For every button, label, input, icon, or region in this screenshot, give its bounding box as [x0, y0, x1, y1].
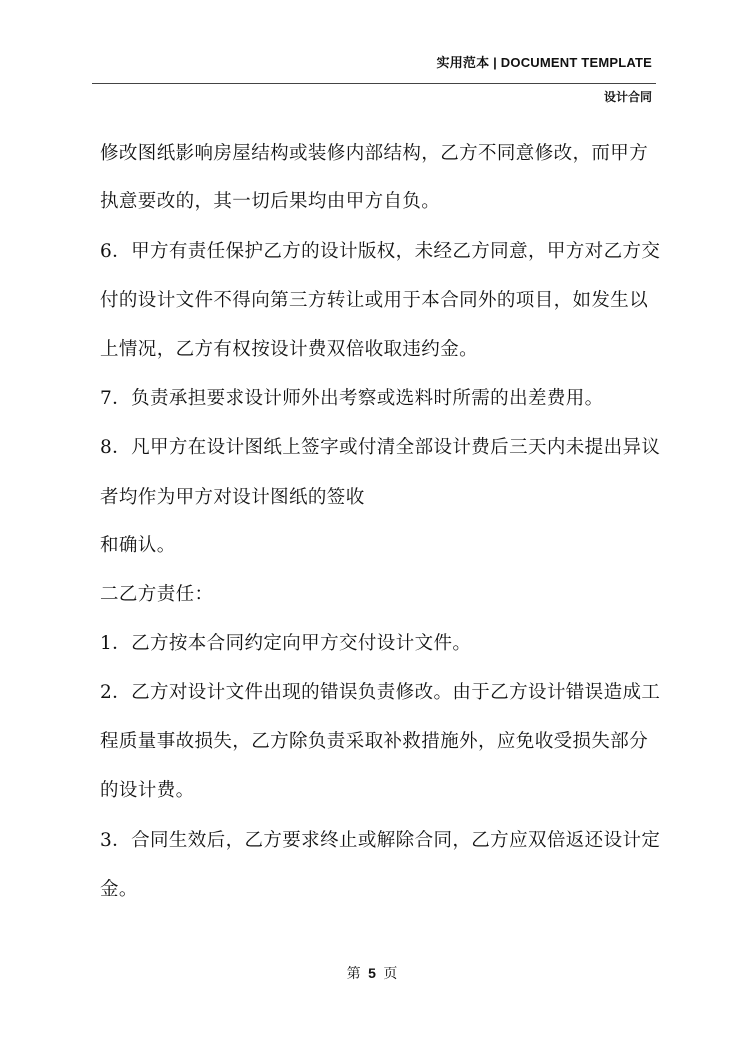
- header-divider: [92, 83, 656, 84]
- body-line: 7．负责承担要求设计师外出考察或选料时所需的出差费用。: [100, 388, 604, 409]
- body-line: 3．合同生效后，乙方要求终止或解除合同，乙方应双倍返还设计定: [100, 830, 661, 851]
- body-line: 二乙方责任：: [100, 584, 214, 605]
- body-line: 程质量事故损失，乙方除负责采取补救措施外，应免收受损失部分: [100, 731, 649, 752]
- body-line: 者均作为甲方对设计图纸的签收: [100, 487, 365, 508]
- body-line: 上情况，乙方有权按设计费双倍收取违约金。: [100, 339, 479, 360]
- body-line: 金。: [100, 879, 138, 900]
- body-line: 付的设计文件不得向第三方转让或用于本合同外的项目，如发生以: [100, 290, 649, 311]
- body-line: 执意要改的，其一切后果均由甲方自负。: [100, 191, 441, 212]
- body-line: 1．乙方按本合同约定向甲方交付设计文件。: [100, 633, 472, 654]
- header-subtitle: 设计合同: [603, 90, 652, 104]
- body-line: 8．凡甲方在设计图纸上签字或付清全部设计费后三天内未提出异议: [100, 437, 661, 458]
- body-line: 的设计费。: [100, 780, 195, 801]
- page-number-value: 5: [368, 965, 376, 981]
- body-line: 6．甲方有责任保护乙方的设计版权，未经乙方同意，甲方对乙方交: [100, 241, 661, 262]
- page-number: [0, 963, 744, 983]
- page-number-suffix: 页: [383, 966, 398, 982]
- body-line: 2．乙方对设计文件出现的错误负责修改。由于乙方设计错误造成工: [100, 682, 661, 703]
- page-number-prefix: 第: [346, 966, 361, 982]
- body-line: 修改图纸影响房屋结构或装修内部结构，乙方不同意修改，而甲方: [100, 143, 649, 164]
- header-title: 实用范本 | DOCUMENT TEMPLATE: [436, 55, 652, 70]
- body-line: 和确认。: [100, 535, 176, 556]
